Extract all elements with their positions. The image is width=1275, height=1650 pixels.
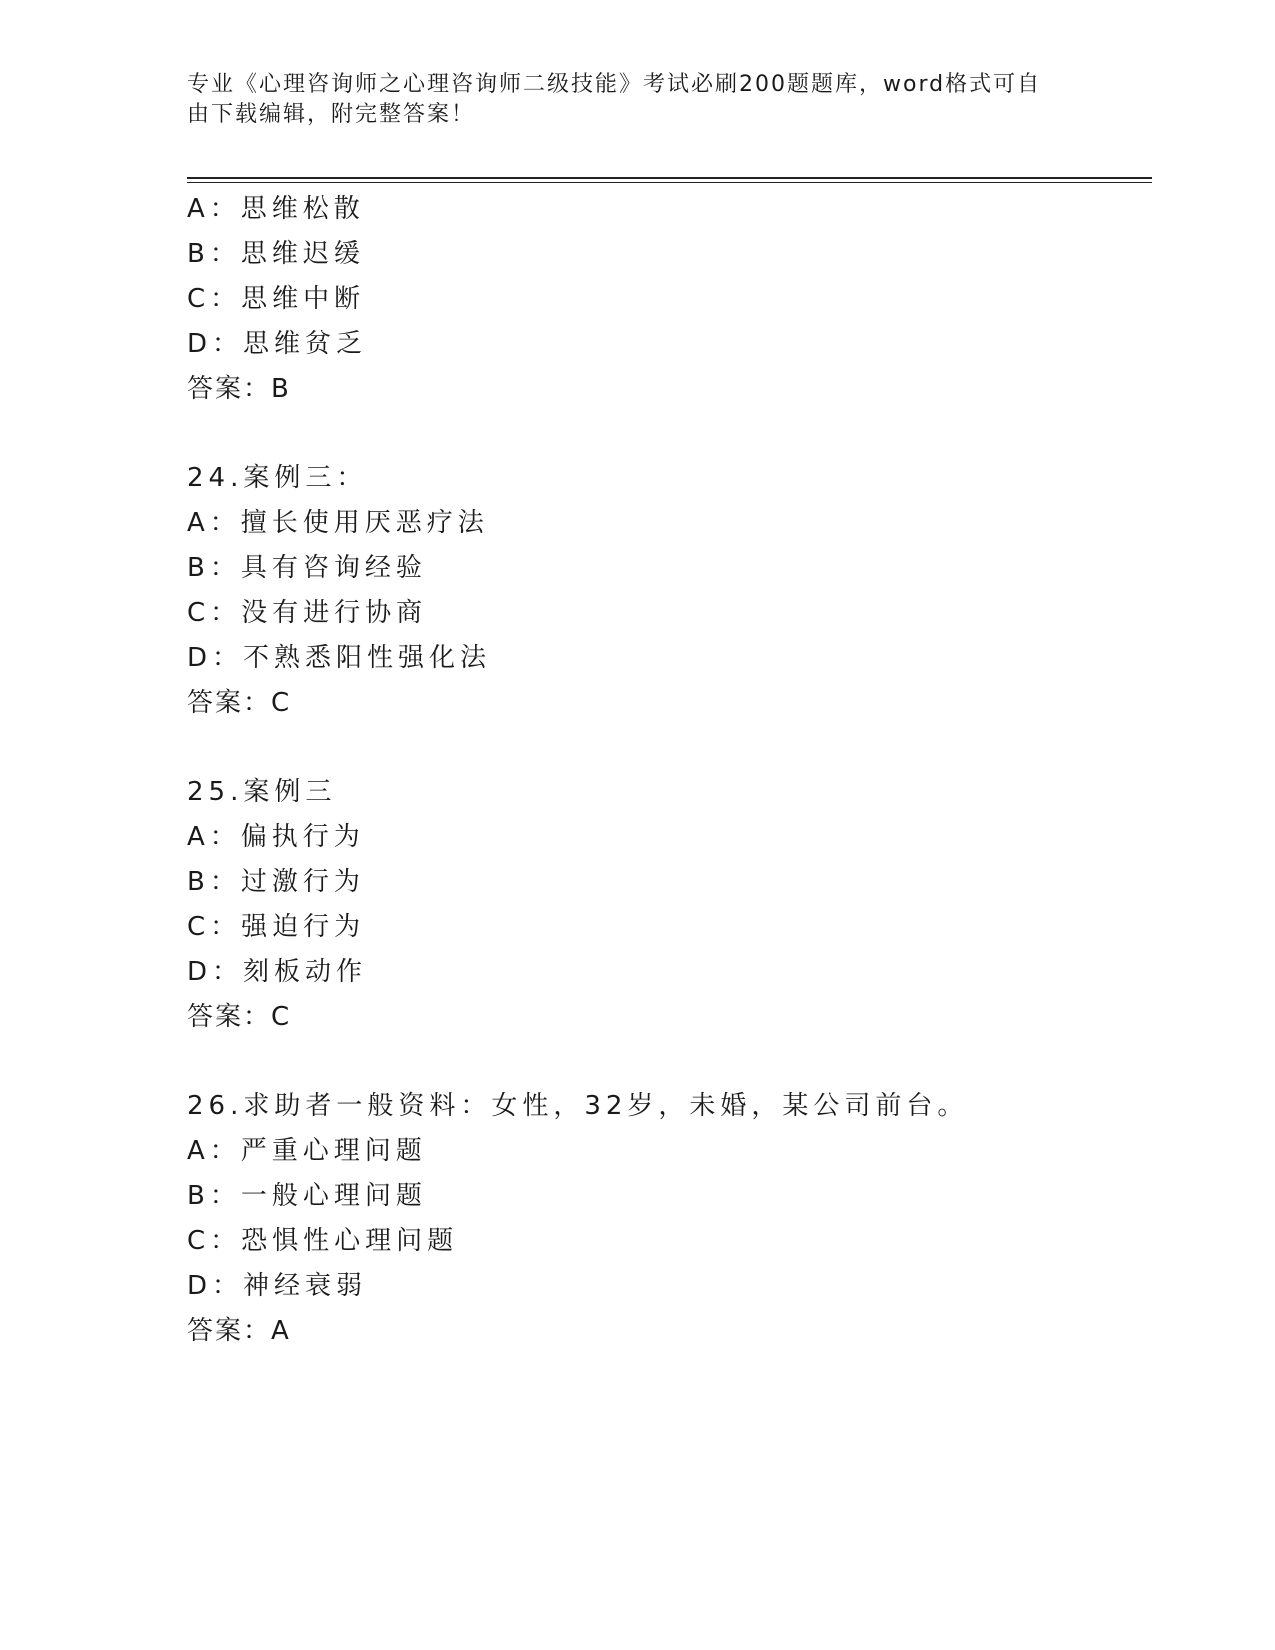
answer: 答案：C [187,1002,292,1032]
option-d: D：不熟悉阳性强化法 [187,643,492,673]
header-divider-thin [187,182,1152,183]
option-a: A：严重心理问题 [187,1136,427,1166]
option-b: B：思维迟缓 [187,239,365,269]
answer: 答案：A [187,1316,291,1346]
option-b: B：具有咨询经验 [187,553,427,583]
answer: 答案：C [187,688,292,718]
option-c: C：强迫行为 [187,912,366,942]
option-a: A：擅长使用厌恶疗法 [187,508,489,538]
header-divider-thick [187,177,1152,179]
question-title: 24.案例三： [187,463,368,493]
option-c: C：恐惧性心理问题 [187,1226,459,1256]
option-b: B：过激行为 [187,867,365,897]
option-a: A：偏执行为 [187,822,365,852]
option-c: C：没有进行协商 [187,598,428,628]
option-b: B：一般心理问题 [187,1181,427,1211]
header-line-1: 专业《心理咨询师之心理咨询师二级技能》考试必刷200题题库，word格式可自 [187,72,1042,97]
option-d: D：思维贫乏 [187,329,368,359]
question-title: 26.求助者一般资料：女性，32岁，未婚，某公司前台。 [187,1091,969,1121]
header-line-2: 由下载编辑，附完整答案！ [187,102,476,127]
document-header [187,70,1067,130]
question-title: 25.案例三 [187,777,337,807]
option-c: C：思维中断 [187,284,366,314]
option-a: A：思维松散 [187,194,365,224]
option-d: D：神经衰弱 [187,1271,368,1301]
option-d: D：刻板动作 [187,957,368,987]
answer: 答案：B [187,374,291,404]
